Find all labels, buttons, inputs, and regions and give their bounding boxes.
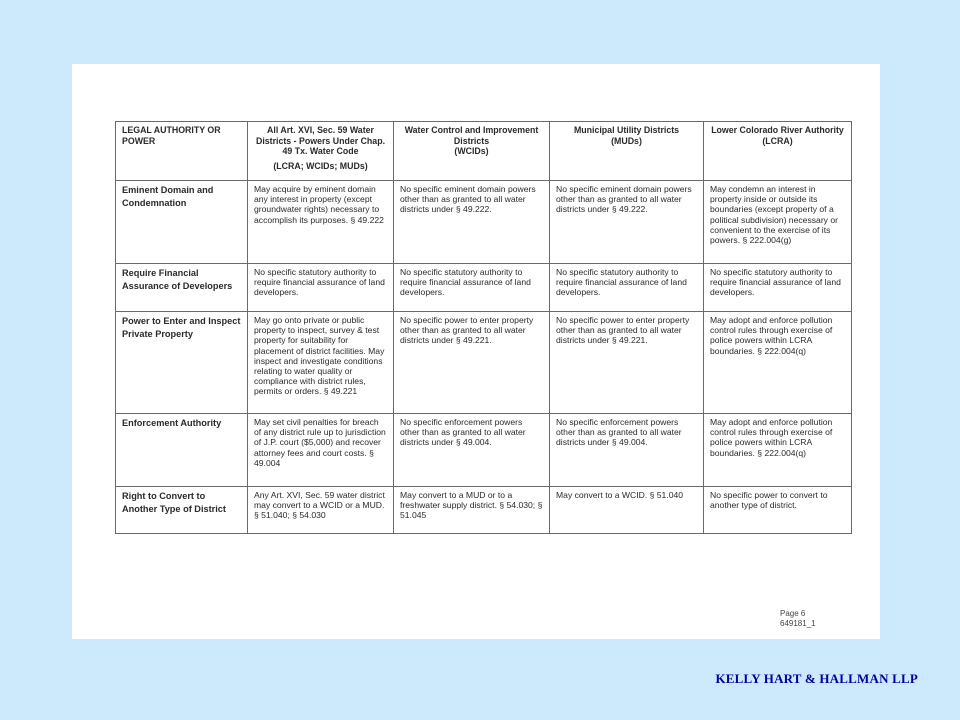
header-wcid-sub: (WCIDs)	[454, 146, 489, 156]
page-footer	[780, 609, 816, 629]
cell-lcra: No specific power to convert to another type of district.	[704, 487, 852, 534]
header-mud-sub: (MUDs)	[611, 135, 642, 146]
cell-mud: No specific eminent domain powers other than as granted to all water districts under § 49.222.	[550, 181, 704, 264]
cell-mud: May convert to a WCID. § 51.040	[550, 487, 704, 534]
row-label: Enforcement Authority	[116, 414, 248, 487]
table-row	[116, 414, 852, 487]
cell-all: May go onto private or public property to inspect, survey & test property for suitability for placement of district facilities. May inspect and investigate conditions relating to water quality or compliance with district rules, permits or orders. § 49.221	[248, 312, 394, 414]
document-page	[72, 64, 880, 639]
header-all-sub: (LCRA; WCIDs; MUDs)	[273, 160, 368, 171]
document-id: 649181_1	[780, 619, 816, 628]
table-row	[116, 181, 852, 264]
comparison-table	[115, 121, 852, 534]
cell-all: No specific statutory authority to require financial assurance of land developers.	[248, 264, 394, 312]
cell-all: May acquire by eminent domain any interest in property (except groundwater rights) necessary to accomplish its purposes. § 49.222	[248, 181, 394, 264]
table-row	[116, 312, 852, 414]
cell-lcra: May adopt and enforce pollution control rules through exercise of police powers within LCRA boundaries. § 222.004(q)	[704, 414, 852, 487]
firm-name: KELLY HART & HALLMAN LLP	[715, 671, 918, 686]
cell-all: May set civil penalties for breach of any district rule up to jurisdiction of J.P. court ($5,000) and recover attorney fees and court costs. § 49.004	[248, 414, 394, 487]
cell-lcra: May adopt and enforce pollution control rules through exercise of police powers within LCRA boundaries. § 222.004(q)	[704, 312, 852, 414]
cell-wcid: No specific eminent domain powers other than as granted to all water districts under § 49.222.	[394, 181, 550, 264]
header-wcid: Water Control and Improvement Districts (WCIDs)	[394, 122, 550, 181]
cell-wcid: No specific power to enter property other than as granted to all water districts under § 49.221.	[394, 312, 550, 414]
cell-all: Any Art. XVI, Sec. 59 water district may convert to a WCID or a MUD. § 51.040; § 54.030	[248, 487, 394, 534]
cell-lcra: No specific statutory authority to require financial assurance of land developers.	[704, 264, 852, 312]
header-row	[116, 122, 852, 181]
header-power: LEGAL AUTHORITY OR POWER	[116, 122, 248, 181]
row-label: Right to Convert to Another Type of District	[116, 487, 248, 534]
table-row	[116, 487, 852, 534]
cell-mud: No specific enforcement powers other than as granted to all water districts under § 49.004.	[550, 414, 704, 487]
row-label: Power to Enter and Inspect Private Property	[116, 312, 248, 414]
row-label: Require Financial Assurance of Developers	[116, 264, 248, 312]
cell-mud: No specific statutory authority to require financial assurance of land developers.	[550, 264, 704, 312]
cell-wcid: May convert to a MUD or to a freshwater supply district. § 54.030; § 51.045	[394, 487, 550, 534]
row-label: Eminent Domain and Condemnation	[116, 181, 248, 264]
cell-mud: No specific power to enter property other than as granted to all water districts under § 49.221.	[550, 312, 704, 414]
header-all-districts: All Art. XVI, Sec. 59 Water Districts - Powers Under Chap. 49 Tx. Water Code (LCRA; WCIDs; MUDs)	[248, 122, 394, 181]
table-row	[116, 264, 852, 312]
header-lcra: Lower Colorado River Authority (LCRA)	[704, 122, 852, 181]
cell-wcid: No specific enforcement powers other than as granted to all water districts under § 49.004.	[394, 414, 550, 487]
cell-lcra: May condemn an interest in property inside or outside its boundaries (except property of a political subdivision) necessary or convenient to the exercise of its powers. § 222.004(g)	[704, 181, 852, 264]
header-mud: Municipal Utility Districts (MUDs)	[550, 122, 704, 181]
cell-wcid: No specific statutory authority to require financial assurance of land developers.	[394, 264, 550, 312]
page-number: Page 6	[780, 609, 806, 618]
